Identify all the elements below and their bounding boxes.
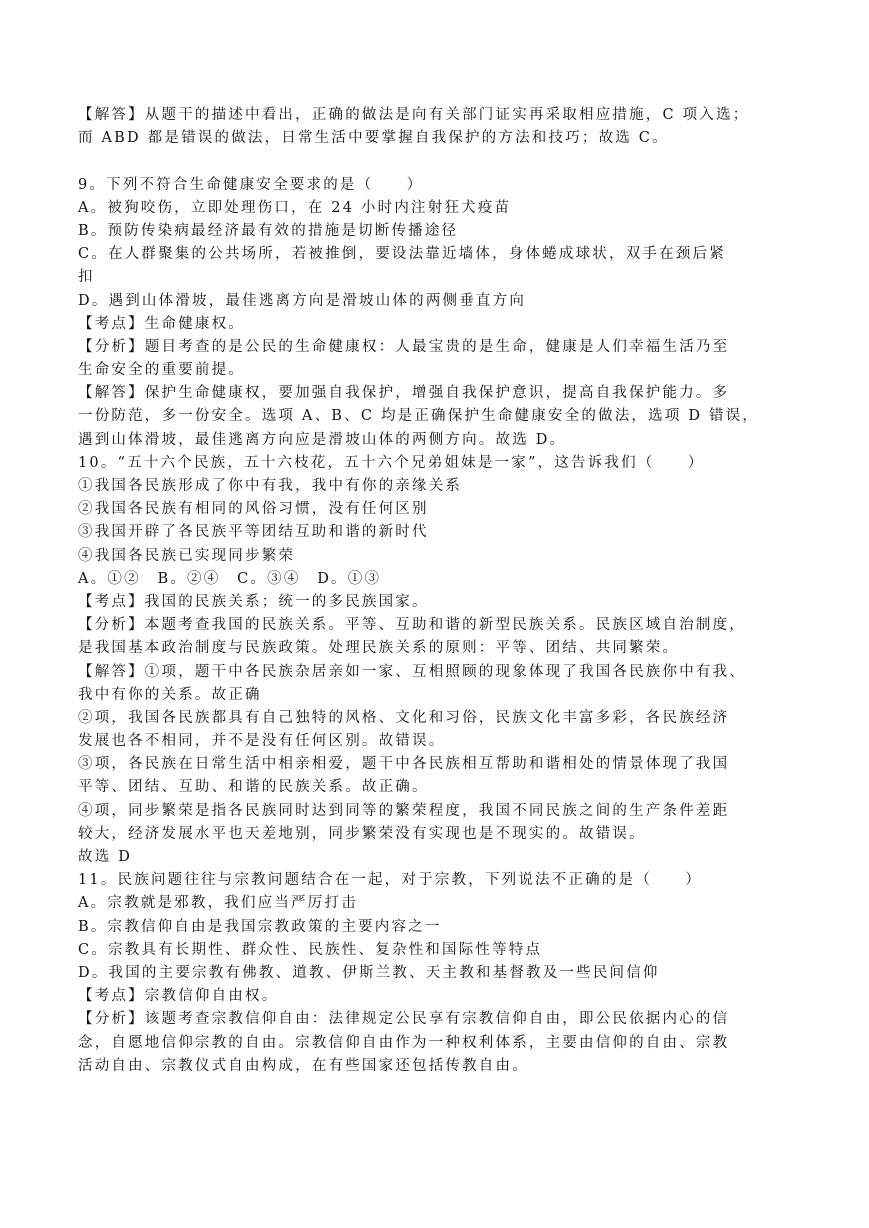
- text-line: C。宗教具有长期性、群众性、民族性、复杂性和国际性等特点: [78, 941, 543, 958]
- text-line: D。我国的主要宗教有佛教、道教、伊斯兰教、天主教和基督教及一些民间信仰: [78, 964, 660, 981]
- document-page: [78, 104, 790, 1078]
- text-line: 一份防范，多一份安全。选项 A、B、C 均是正确保护生命健康安全的做法，选项 D 错误，: [78, 408, 760, 425]
- text-line: 发展也各不相同，并不是没有任何区别。故错误。: [78, 733, 446, 750]
- text-line: 【分析】该题考查宗教信仰自由：法律规定公民享有宗教信仰自由，即公民依据内心的信: [78, 1011, 730, 1028]
- text-line: 【解答】保护生命健康权，要加强自我保护，增强自我保护意识，提高自我保护能力。多: [78, 385, 730, 402]
- text-line: 平等、团结、互助、和谐的民族关系。故正确。: [78, 779, 429, 796]
- text-line: D。遇到山体滑坡，最佳逃离方向是滑坡山体的两侧垂直方向: [78, 292, 527, 309]
- text-line: 【解答】从题干的描述中看出，正确的做法是向有关部门证实再采取相应措施，C 项入选；: [78, 107, 750, 123]
- text-line: C。在人群聚集的公共场所，若被推倒，要设法靠近墙体，身体蜷成球状，双手在颈后紧: [78, 246, 726, 263]
- text-line: ④项，同步繁荣是指各民族同时达到同等的繁荣程度，我国不同民族之间的生产条件差距: [78, 802, 730, 819]
- text-line: ①我国各民族形成了你中有我，我中有你的亲缘关系: [78, 478, 463, 494]
- text-line: A。宗教就是邪教，我们应当严厉打击: [78, 895, 358, 912]
- text-line: 【解答】①项，题干中各民族杂居亲如一家、互相照顾的现象体现了我国各民族你中有我、: [78, 663, 746, 680]
- text-line: 生命安全的重要前提。: [78, 362, 245, 379]
- text-line: 10。“五十六个民族，五十六枝花，五十六个兄弟姐妹是一家”，这告诉我们（ ）: [78, 454, 705, 471]
- text-line: ④我国各民族已实现同步繁荣: [78, 547, 296, 564]
- text-line: 念，自愿地信仰宗教的自由。宗教信仰自由作为一种权利体系，主要由信仰的自由、宗教: [78, 1034, 730, 1051]
- text-line: 较大，经济发展水平也天差地别，同步繁荣没有实现也是不现实的。故错误。: [78, 825, 646, 842]
- text-line: 遇到山体滑坡，最佳逃离方向应是滑坡山体的两侧方向。故选 D。: [78, 431, 567, 448]
- text-line: 【分析】本题考查我国的民族关系。平等、互助和谐的新型民族关系。民族区域自治制度，: [78, 617, 746, 634]
- text-line: B。宗教信仰自由是我国宗教政策的主要内容之一: [78, 918, 442, 935]
- text-line: ②项，我国各民族都具有自己独特的风格、文化和习俗，民族文化丰富多彩，各民族经济: [78, 709, 730, 726]
- text-line: 【考点】宗教信仰自由权。: [78, 988, 279, 1005]
- text-line: 是我国基本政治制度与民族政策。处理民族关系的原则：平等、团结、共同繁荣。: [78, 640, 680, 657]
- text-line: 我中有你的关系。故正确: [78, 686, 262, 703]
- text-line: ③我国开辟了各民族平等团结互助和谐的新时代: [78, 524, 429, 541]
- answer-block-q8: [78, 104, 790, 150]
- text-line: ③项，各民族在日常生活中相亲相爱，题干中各民族相互帮助和谐相处的情景体现了我国: [78, 756, 730, 773]
- text-line: 活动自由、宗教仪式自由构成，在有些国家还包括传教自由。: [78, 1057, 529, 1074]
- text-line: 【考点】生命健康权。: [78, 315, 245, 332]
- text-line: 9。下列不符合生命健康安全要求的是（ ）: [78, 176, 424, 193]
- text-line: A。被狗咬伤，立即处理伤口，在 24 小时内注射狂犬疫苗: [78, 199, 512, 216]
- text-line: A。①② B。②④ C。③④ D。①③: [78, 570, 382, 587]
- text-line: 故选 D: [78, 849, 133, 865]
- paragraph-gap: [78, 150, 790, 173]
- text-line: 【分析】题目考查的是公民的生命健康权：人最宝贵的是生命，健康是人们幸福生活乃至: [78, 338, 730, 355]
- text-line: 11。民族问题往往与宗教问题结合在一起，对于宗教，下列说法不正确的是（ ）: [78, 872, 703, 889]
- text-line: 扣: [78, 269, 95, 286]
- text-line: 【考点】我国的民族关系；统一的多民族国家。: [78, 593, 429, 610]
- text-line: 而 ABD 都是错误的做法，日常生活中要掌握自我保护的方法和技巧；故选 C。: [78, 130, 669, 147]
- text-line: B。预防传染病最经济最有效的措施是切断传播途径: [78, 222, 459, 239]
- text-line: ②我国各民族有相同的风俗习惯，没有任何区别: [78, 501, 429, 518]
- questions-block-q9-q11: [78, 174, 790, 1078]
